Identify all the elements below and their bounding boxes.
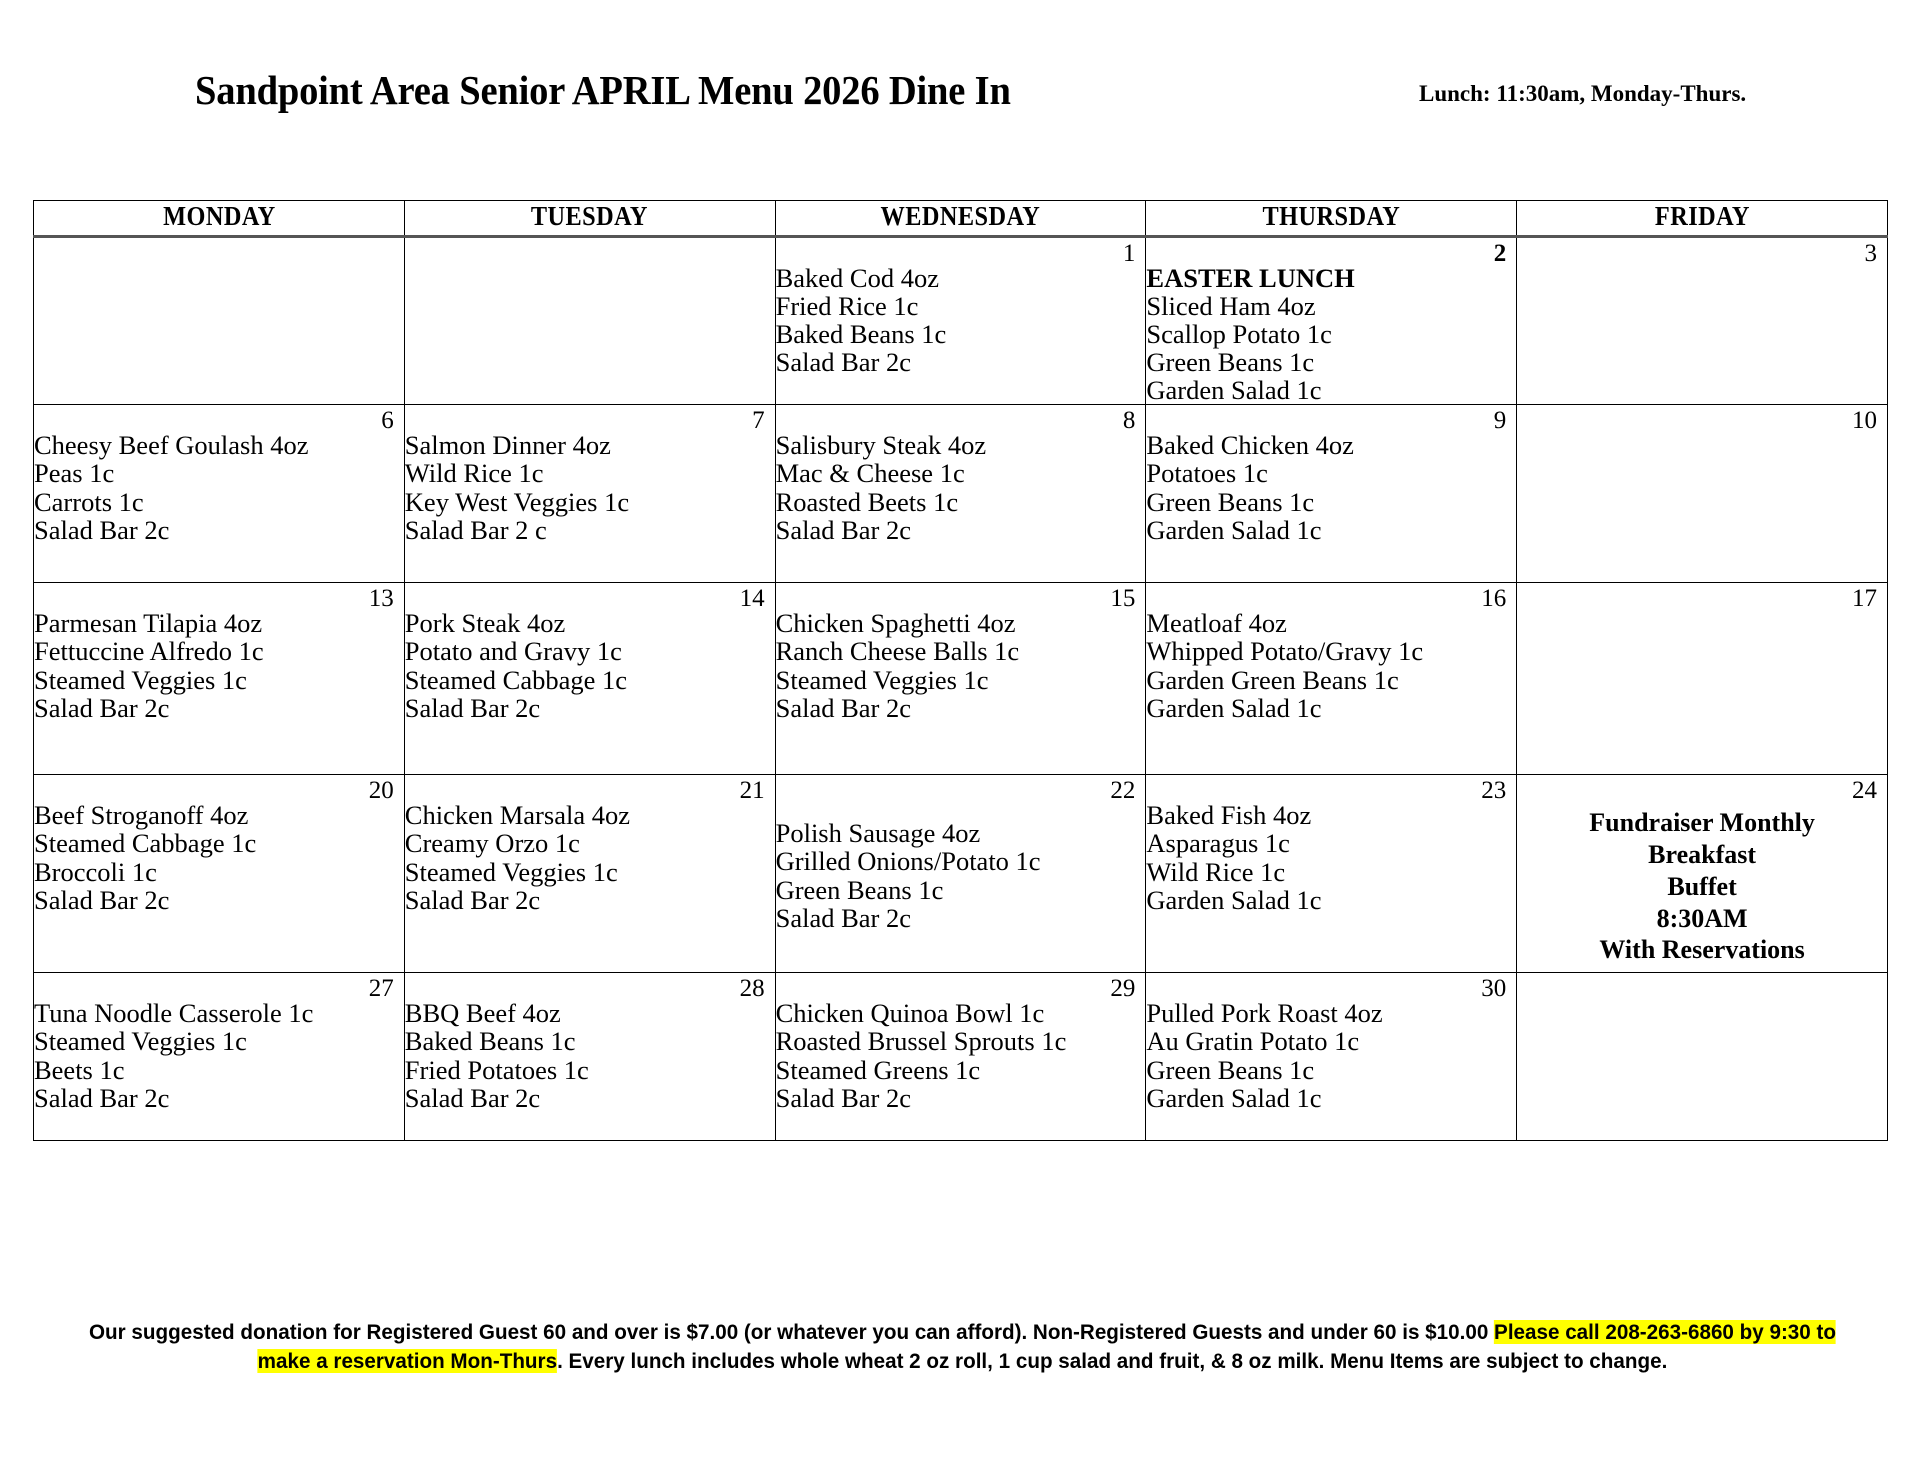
day-number: 28 (739, 975, 765, 1003)
menu-item: Steamed Veggies 1c (775, 664, 989, 695)
menu-item-list (34, 775, 404, 913)
menu-item: Green Beans 1c (1146, 486, 1315, 517)
menu-item: Baked Chicken 4oz (1146, 430, 1354, 461)
calendar-day-cell[interactable] (34, 237, 405, 405)
calendar-week-row (34, 973, 1888, 1141)
menu-item: Tuna Noodle Casserole 1c (34, 998, 314, 1029)
menu-item: Salad Bar 2c (775, 347, 911, 378)
menu-item-list (405, 775, 775, 913)
menu-item-list (405, 583, 775, 721)
menu-item: Salad Bar 2c (775, 902, 911, 933)
special-event-line: With Reservations (1599, 935, 1805, 965)
calendar-body (34, 237, 1888, 1141)
calendar-day-cell[interactable] (404, 775, 775, 973)
menu-item-list (34, 583, 404, 721)
menu-item: Peas 1c (34, 458, 115, 489)
calendar-day-cell[interactable] (1146, 775, 1517, 973)
weekday-header-tuesday: TUESDAY (423, 201, 757, 237)
menu-item: Creamy Orzo 1c (404, 828, 580, 859)
menu-item-list (776, 775, 1146, 931)
day-number: 9 (1493, 407, 1507, 435)
menu-item: Carrots 1c (34, 486, 144, 517)
menu-item: Salad Bar 2c (775, 1082, 911, 1113)
menu-item: Steamed Cabbage 1c (34, 828, 257, 859)
menu-item-list (776, 973, 1146, 1111)
menu-item: Mac & Cheese 1c (775, 458, 965, 489)
page-header (0, 66, 1919, 126)
footnote-part-two: . Every lunch includes whole wheat 2 oz roll, 1 cup salad and fruit, & 8 oz milk. Menu Items are subject to change. (557, 1349, 1668, 1374)
footnote-phone-highlight: Please call 208-263-6860 by 9:30 to make a reservation Mon-Thurs (257, 1320, 1836, 1374)
weekday-header-thursday: THURSDAY (1164, 201, 1498, 237)
page-title: Sandpoint Area Senior APRIL Menu 2026 Dine In (195, 67, 1011, 113)
menu-item: Baked Beans 1c (775, 319, 947, 350)
menu-item-list (1146, 973, 1516, 1111)
calendar-day-cell[interactable] (34, 973, 405, 1141)
menu-item: Garden Salad 1c (1146, 692, 1322, 723)
menu-item: Baked Fish 4oz (1146, 800, 1312, 831)
menu-item: Meatloaf 4oz (1146, 608, 1287, 639)
weekday-header-monday: MONDAY (52, 201, 386, 237)
menu-item: BBQ Beef 4oz (404, 998, 561, 1029)
day-number: 22 (1110, 777, 1136, 805)
menu-item-list (34, 405, 404, 543)
menu-item-list (776, 238, 1146, 376)
day-number: 16 (1481, 585, 1507, 613)
menu-item-list (34, 973, 404, 1111)
menu-item: Roasted Brussel Sprouts 1c (775, 1026, 1067, 1057)
menu-item: Salad Bar 2c (34, 1082, 170, 1113)
calendar-day-cell[interactable] (1146, 583, 1517, 775)
menu-item: Salad Bar 2c (34, 514, 170, 545)
menu-item-list (405, 405, 775, 543)
menu-item: Garden Salad 1c (1146, 375, 1322, 406)
weekday-header-friday: FRIDAY (1535, 201, 1869, 237)
menu-item: Salad Bar 2c (404, 884, 541, 915)
calendar-week-row (34, 775, 1888, 973)
calendar-week-row (34, 405, 1888, 583)
day-number: 21 (739, 777, 765, 805)
calendar-day-cell[interactable] (404, 237, 775, 405)
menu-item: Salad Bar 2c (34, 692, 170, 723)
day-number: 17 (1852, 585, 1877, 613)
day-number: 15 (1110, 585, 1136, 613)
day-number: 29 (1110, 975, 1136, 1003)
calendar-day-cell[interactable] (1146, 405, 1517, 583)
menu-item-list (776, 405, 1146, 543)
menu-calendar (33, 200, 1888, 1141)
menu-item-list (776, 583, 1146, 721)
menu-item: Fried Potatoes 1c (404, 1054, 589, 1085)
day-number: 14 (739, 585, 765, 613)
calendar-day-cell[interactable] (404, 405, 775, 583)
calendar-day-cell[interactable] (34, 405, 405, 583)
menu-item: Sliced Ham 4oz (1146, 291, 1316, 322)
day-number: 30 (1481, 975, 1507, 1003)
special-event-note (1517, 775, 1887, 966)
menu-item: Steamed Cabbage 1c (404, 664, 628, 695)
menu-item: Ranch Cheese Balls 1c (775, 636, 1020, 667)
menu-item: Pulled Pork Roast 4oz (1146, 998, 1383, 1029)
calendar-day-cell[interactable] (1146, 237, 1517, 405)
menu-item: Wild Rice 1c (404, 458, 544, 489)
menu-item: Garden Salad 1c (1146, 1082, 1322, 1113)
menu-item: Salad Bar 2c (404, 692, 541, 723)
day-number: 20 (368, 777, 394, 805)
menu-item-list (1146, 583, 1516, 721)
menu-item: Garden Green Beans 1c (1146, 664, 1399, 695)
menu-item: Chicken Quinoa Bowl 1c (775, 998, 1045, 1029)
menu-item: Whipped Potato/Gravy 1c (1146, 636, 1424, 667)
menu-item: Broccoli 1c (34, 856, 157, 887)
menu-item: Roasted Beets 1c (775, 486, 959, 517)
day-number: 6 (381, 407, 394, 435)
calendar-day-cell[interactable] (1517, 775, 1888, 973)
menu-item: Salad Bar 2c (404, 1082, 541, 1113)
menu-item: EASTER LUNCH (1146, 263, 1355, 293)
menu-item: Chicken Marsala 4oz (404, 800, 630, 831)
menu-item: Fried Rice 1c (775, 291, 919, 322)
menu-item-list (1146, 405, 1516, 543)
menu-item: Salisbury Steak 4oz (775, 430, 987, 461)
menu-item: Chicken Spaghetti 4oz (775, 608, 1016, 639)
menu-item: Asparagus 1c (1146, 828, 1290, 859)
menu-item: Scallop Potato 1c (1146, 319, 1332, 350)
calendar-day-cell[interactable] (34, 775, 405, 973)
day-number: 1 (1122, 240, 1136, 267)
day-number: 7 (752, 407, 765, 435)
menu-item: Salad Bar 2c (34, 884, 170, 915)
menu-item: Baked Cod 4oz (775, 263, 939, 293)
menu-item: Parmesan Tilapia 4oz (34, 608, 263, 639)
menu-item: Potato and Gravy 1c (404, 636, 622, 667)
day-number: 13 (368, 585, 394, 613)
footer-note (77, 1318, 1848, 1377)
calendar-day-cell[interactable] (775, 237, 1146, 405)
calendar-week-row (34, 583, 1888, 775)
calendar-day-cell[interactable] (775, 583, 1146, 775)
menu-item: Beef Stroganoff 4oz (34, 800, 249, 831)
menu-item: Wild Rice 1c (1146, 856, 1286, 887)
special-event-line: Breakfast (1648, 840, 1757, 870)
menu-item: Salad Bar 2 c (404, 514, 547, 545)
calendar-day-cell[interactable] (1517, 973, 1888, 1141)
special-event-line: Buffet (1667, 871, 1737, 901)
menu-item: Salmon Dinner 4oz (404, 430, 611, 461)
day-number: 2 (1493, 240, 1507, 267)
calendar-day-cell[interactable] (1146, 973, 1517, 1141)
calendar-day-cell[interactable] (775, 405, 1146, 583)
calendar-week-row (34, 237, 1888, 405)
menu-item: Cheesy Beef Goulash 4oz (34, 430, 309, 461)
menu-item: Polish Sausage 4oz (775, 818, 981, 849)
menu-item: Salad Bar 2c (775, 514, 911, 545)
lunch-hours-note: Lunch: 11:30am, Monday-Thurs. (1419, 81, 1747, 106)
footnote-part-one: Our suggested donation for Registered Guest 60 and over is $7.00 (or whatever you can afford). Non-Registered Guests and under 60 is $10.00 (89, 1320, 1495, 1344)
day-number: 27 (368, 975, 394, 1003)
menu-item: Baked Beans 1c (404, 1026, 576, 1057)
calendar-day-cell[interactable] (1517, 405, 1888, 583)
calendar-day-cell[interactable] (1517, 237, 1888, 405)
menu-item: Garden Salad 1c (1146, 514, 1322, 545)
calendar-day-cell[interactable] (404, 583, 775, 775)
calendar-day-cell[interactable] (1517, 583, 1888, 775)
day-number: 23 (1481, 777, 1507, 805)
weekday-header-wednesday: WEDNESDAY (794, 201, 1128, 237)
menu-item-list (405, 973, 775, 1111)
menu-item: Steamed Veggies 1c (34, 664, 247, 695)
menu-item: Steamed Veggies 1c (34, 1026, 247, 1057)
calendar-day-cell[interactable] (34, 583, 405, 775)
special-event-line: Fundraiser Monthly (1589, 808, 1815, 838)
calendar-day-cell[interactable] (404, 973, 775, 1141)
day-number: 24 (1852, 777, 1877, 805)
day-number: 10 (1852, 407, 1877, 435)
menu-item: Grilled Onions/Potato 1c (775, 846, 1041, 877)
menu-item-list (1146, 775, 1516, 913)
calendar-day-cell[interactable] (775, 775, 1146, 973)
menu-item: Steamed Veggies 1c (404, 856, 618, 887)
menu-item: Salad Bar 2c (775, 692, 911, 723)
day-number: 3 (1864, 240, 1877, 267)
weekday-header-row (34, 201, 1888, 237)
calendar-day-cell[interactable] (775, 973, 1146, 1141)
menu-item: Fettuccine Alfredo 1c (34, 636, 264, 667)
menu-item: Key West Veggies 1c (404, 486, 630, 517)
menu-item: Green Beans 1c (1146, 1054, 1315, 1085)
menu-item: Green Beans 1c (1146, 347, 1315, 378)
menu-item: Beets 1c (34, 1054, 125, 1085)
day-number: 8 (1122, 407, 1136, 435)
menu-item: Steamed Greens 1c (775, 1054, 981, 1085)
menu-item: Green Beans 1c (775, 874, 944, 905)
menu-item: Pork Steak 4oz (404, 608, 566, 639)
menu-item: Potatoes 1c (1146, 458, 1268, 489)
menu-item: Au Gratin Potato 1c (1146, 1026, 1360, 1057)
special-event-line: 8:30AM (1656, 903, 1748, 933)
menu-item: Garden Salad 1c (1146, 884, 1322, 915)
menu-item-list (1146, 238, 1516, 404)
